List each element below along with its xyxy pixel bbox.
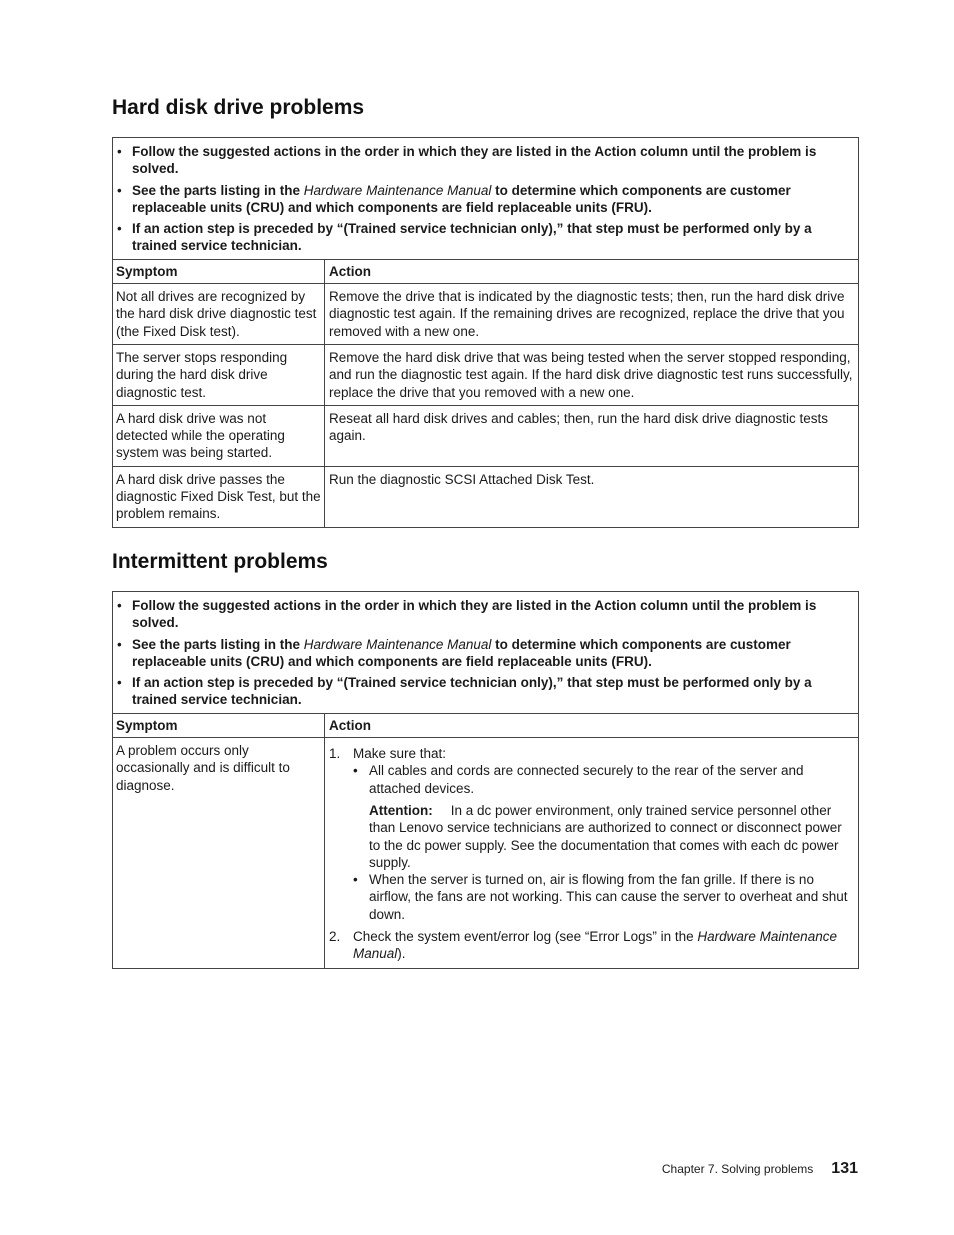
table-row [113,466,858,527]
bullet-text: When the server is turned on, air is flowing from the fan grille. If there is no airflow, the fans are not working. This can cause the server to overheat and shut down. [369,872,848,922]
step-1 [329,745,854,923]
table-header-row [113,714,858,737]
column-header-action: Action [329,717,371,733]
symptom-cell: The server stops responding during the hard disk drive diagnostic test. [113,345,325,405]
manual-reference: Hardware Maintenance Manual [303,636,492,652]
note-text: Follow the suggested actions in the order in which they are listed in the Action column until the problem is solved. [132,598,817,631]
note-item [117,636,852,671]
symptom-cell: A hard disk drive was not detected while the operating system was being started. [113,406,325,466]
note-text: to determine which components are customer replaceable units (CRU) and which components are field replaceable units (FRU). [132,182,791,215]
note-text: Follow the suggested actions in the order in which they are listed in the Action column until the problem is solved. [132,144,817,177]
bullet-glyph: • [353,763,358,779]
note-item [117,597,852,632]
step-text: Check the system event/error log (see “Error Logs” in the [353,929,698,945]
hard-disk-table [112,137,859,528]
sub-bullet [353,762,854,797]
manual-reference: Hardware Maintenance Manual [353,929,837,962]
action-cell: Run the diagnostic SCSI Attached Disk Test. [329,471,595,487]
intermittent-table [112,591,859,969]
attention-note [353,802,854,871]
notes-list [113,592,858,714]
bullet-glyph: • [117,144,122,159]
note-text: If an action step is preceded by “(Trained service technician only),” that step must be performed only by a trained service technician. [132,221,812,254]
bullet-glyph: • [117,598,122,613]
table-row [113,405,858,466]
step-number: 1. [329,746,341,762]
note-text: to determine which components are customer replaceable units (CRU) and which components are field replaceable units (FRU). [132,636,791,669]
action-cell: Remove the drive that is indicated by the diagnostic tests; then, run the hard disk drive diagnostic test again. If the remaining drives are recognized, replace the drive that you removed with a new one. [329,289,845,339]
section-title-intermittent: Intermittent problems [112,550,328,573]
action-cell: Reseat all hard disk drives and cables; then, run the hard disk drive diagnostic tests again. [329,410,829,444]
chapter-label: Chapter 7. Solving problems [661,1162,814,1176]
bullet-glyph: • [117,182,122,198]
action-cell [325,738,858,968]
symptom-cell: A hard disk drive passes the diagnostic Fixed Disk Test, but the problem remains. [113,467,325,527]
table-header-row [113,260,858,283]
section-title-hard-disk: Hard disk drive problems [112,96,365,119]
step-number: 2. [329,929,341,945]
bullet-glyph: • [117,675,122,691]
step-text: Make sure that: [353,746,447,762]
table-row [113,344,858,405]
note-text: If an action step is preceded by “(Trained service technician only),” that step must be performed only by a trained service technician. [132,675,812,708]
bullet-glyph: • [117,221,122,237]
page-number: 131 [831,1160,858,1177]
page-footer [662,1160,858,1178]
action-cell: Remove the hard disk drive that was being tested when the server stopped responding, and run the diagnostic test again. If the hard disk drive diagnostic test runs successfully, replace the drive that you removed with a new one. [329,349,853,400]
note-item [117,143,852,178]
step-2 [329,928,854,963]
note-text: See the parts listing in the [132,182,304,198]
notes-list [113,138,858,260]
note-item [117,182,852,217]
bullet-glyph: • [117,636,122,652]
bullet-text: All cables and cords are connected securely to the rear of the server and attached devices. [369,763,804,796]
note-item [117,220,852,255]
column-header-action: Action [329,263,371,279]
table-row [113,283,858,344]
bullet-glyph: • [353,872,358,888]
manual-reference: Hardware Maintenance Manual [303,182,492,198]
table-row [113,737,858,968]
attention-text: In a dc power environment, only trained service personnel other than Lenovo service technicians are authorized to connect or disconnect power to the dc power supply. See the documentation that comes with each dc power supply. [369,802,842,870]
column-header-symptom: Symptom [113,714,325,737]
step-text: ). [397,946,406,962]
column-header-symptom: Symptom [113,260,325,283]
symptom-cell: A problem occurs only occasionally and is difficult to diagnose. [113,738,325,968]
symptom-cell: Not all drives are recognized by the hard disk drive diagnostic test (the Fixed Disk test). [113,284,325,344]
attention-label: Attention: [369,802,433,818]
sub-bullet [353,871,854,923]
note-text: See the parts listing in the [132,636,304,652]
note-item [117,674,852,709]
